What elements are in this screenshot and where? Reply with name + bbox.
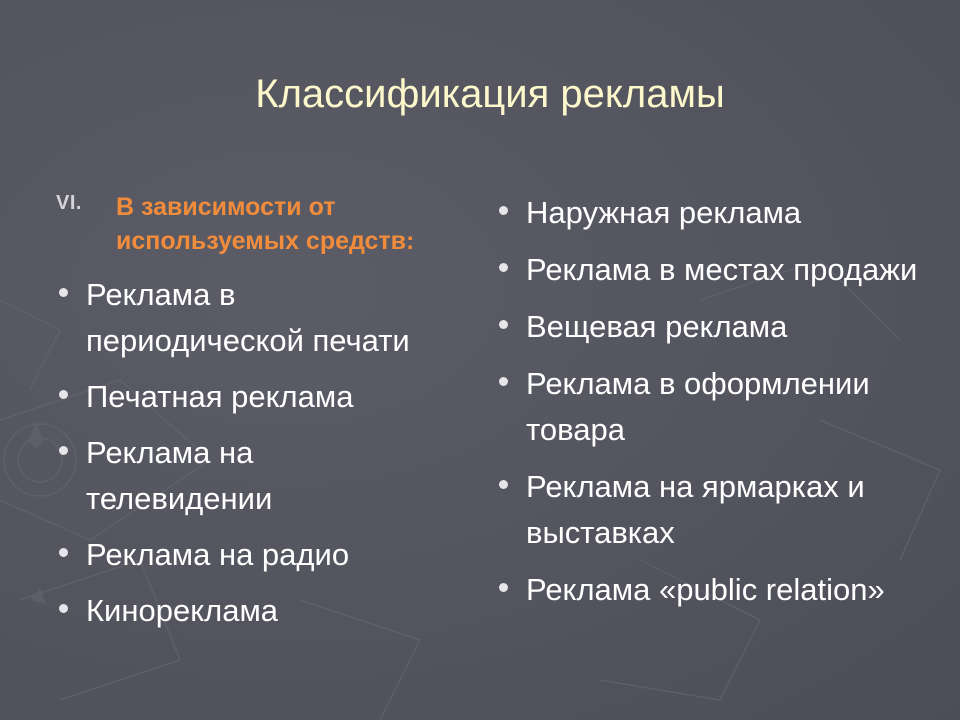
right-column: [496, 190, 936, 624]
list-item: Реклама «public relation»: [496, 567, 936, 613]
section-heading: [56, 190, 436, 258]
section-number: VI.: [56, 192, 82, 214]
list-item: Реклама на радио: [56, 532, 436, 578]
list-item: Реклама в периодической печати: [56, 272, 436, 364]
list-item: Наружная реклама: [496, 190, 936, 236]
list-item: Вещевая реклама: [496, 304, 936, 350]
left-bullet-list: [56, 272, 436, 634]
slide-title: Классификация рекламы: [255, 72, 725, 116]
list-item: Реклама на телевидении: [56, 430, 436, 522]
section-heading-text: В зависимости от используемых средств:: [116, 193, 415, 255]
list-item: Реклама на ярмарках и выставках: [496, 464, 936, 556]
list-item: Печатная реклама: [56, 374, 436, 420]
list-item: Реклама в оформлении товара: [496, 361, 936, 453]
list-item: Кинореклама: [56, 588, 436, 634]
list-item: Реклама в местах продажи: [496, 247, 936, 293]
right-bullet-list: [496, 190, 936, 613]
left-column: [56, 190, 436, 644]
